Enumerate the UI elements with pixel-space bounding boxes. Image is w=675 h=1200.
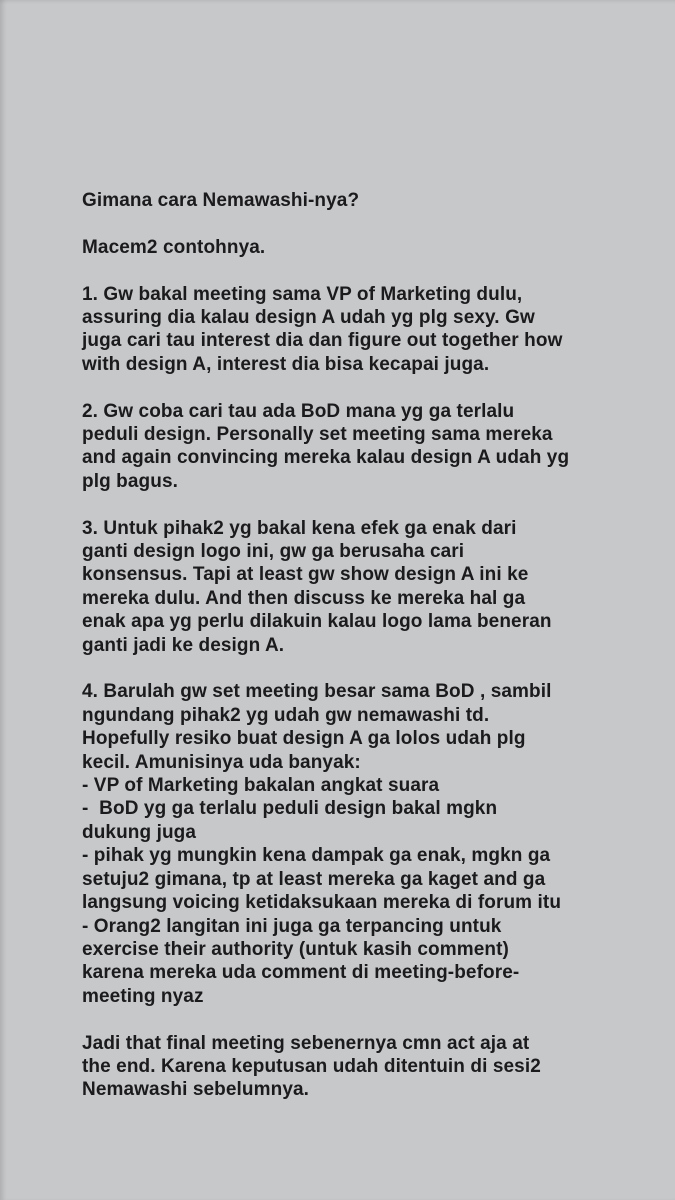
paragraph <box>82 400 587 494</box>
text-line: juga cari tau interest dia dan figure out together how <box>82 330 563 352</box>
post-text <box>82 189 587 1102</box>
text-line: karena mereka uda comment di meeting-before- <box>82 962 520 984</box>
text-line: dukung juga <box>82 821 197 843</box>
text-line: 1. Gw bakal meeting sama VP of Marketing dulu, <box>82 283 523 305</box>
text-line: Macem2 contohnya. <box>82 236 266 258</box>
paragraph <box>82 680 587 1008</box>
text-line: kecil. Amunisinya uda banyak: <box>82 751 361 773</box>
text-line: meeting nyaz <box>82 985 204 1007</box>
text-line: plg bagus. <box>82 470 178 492</box>
text-line: Hopefully resiko buat design A ga lolos udah plg <box>82 728 526 750</box>
text-line: exercise their authority (untuk kasih comment) <box>82 938 509 960</box>
paragraph <box>82 1032 587 1102</box>
text-line: mereka dulu. And then discuss ke mereka hal ga <box>82 587 526 609</box>
text-line: - Orang2 langitan ini juga ga terpancing untuk <box>82 915 502 937</box>
paragraph <box>82 517 587 657</box>
text-line: - BoD yg ga terlalu peduli design bakal mgkn <box>82 798 498 820</box>
text-line: - pihak yg mungkin kena dampak ga enak, mgkn ga <box>82 845 551 867</box>
text-line: and again convincing mereka kalau design A udah yg <box>82 447 570 469</box>
text-line: ganti design logo ini, gw ga berusaha cari <box>82 541 465 563</box>
paragraph <box>82 283 587 377</box>
text-line: Gimana cara Nemawashi-nya? <box>82 190 360 211</box>
text-line: langsung voicing ketidaksukaan mereka di forum itu <box>82 892 562 914</box>
text-line: ganti jadi ke design A. <box>82 634 285 656</box>
text-line: the end. Karena keputusan udah ditentuin di sesi2 <box>82 1055 541 1077</box>
text-line: 2. Gw coba cari tau ada BoD mana yg ga terlalu <box>82 400 515 422</box>
text-line: Jadi that final meeting sebenernya cmn act aja at <box>82 1032 530 1054</box>
text-line: assuring dia kalau design A udah yg plg sexy. Gw <box>82 307 535 328</box>
text-line: enak apa yg perlu dilakuin kalau logo lama beneran <box>82 611 552 633</box>
text-line: Nemawashi sebelumnya. <box>82 1079 310 1101</box>
text-line: - VP of Marketing bakalan angkat suara <box>82 775 440 797</box>
text-line: setuju2 gimana, tp at least mereka ga kaget and ga <box>82 868 546 890</box>
text-line: ngundang pihak2 yg udah gw nemawashi td. <box>82 704 490 726</box>
paragraph <box>82 236 587 259</box>
text-line: 3. Untuk pihak2 yg bakal kena efek ga enak dari <box>82 517 517 539</box>
text-line: 4. Barulah gw set meeting besar sama BoD , sambil <box>82 681 552 703</box>
paragraph <box>82 189 587 212</box>
text-line: konsensus. Tapi at least gw show design A ini ke <box>82 564 529 586</box>
text-line: with design A, interest dia bisa kecapai juga. <box>82 353 490 375</box>
text-line: peduli design. Personally set meeting sama mereka <box>82 424 553 446</box>
